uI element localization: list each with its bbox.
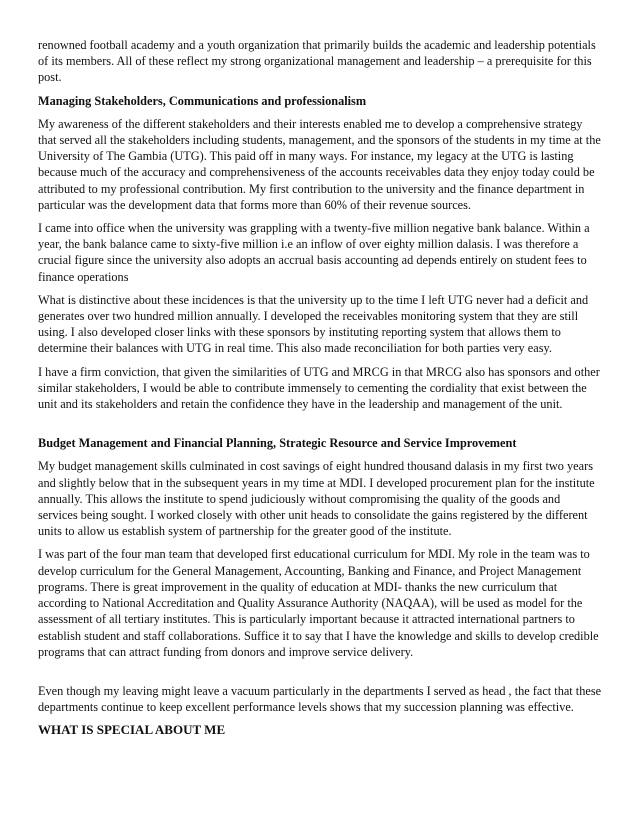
section-spacer <box>38 667 602 683</box>
paragraph-succession-planning: Even though my leaving might leave a vacuum particularly in the departments I served as head , the fact that these departments continue to keep excellent performance levels shows that my succession planning was effective. <box>38 683 602 715</box>
paragraph-intro-continuation: renowned football academy and a youth organization that primarily builds the academic and leadership potentials of its members. All of these reflect my strong organizational management and leadership – a prerequisite for this post. <box>38 38 596 85</box>
paragraph-budget-skills: My budget management skills culminated in cost savings of eight hundred thousand dalasis in my first two years and slightly below that in the subsequent years in my time at MDI. I developed procurement plan for the institute annually. This allows the institute to spend judiciously without compromising the quality of the goods and services being sought. I worked closely with other unit heads to consolidate the gains registered by the different units to allow us establish system of partnership for the greater good of the institute. <box>38 459 595 539</box>
paragraph-stakeholder-strategy: My awareness of the different stakeholders and their interests enabled me to develop a comprehensive strategy that served all the stakeholders including students, management, and the sponsors of the students in my time at the University of The Gambia (UTG). This paid off in many ways. For instance, my legacy at the UTG is lasting because much of the accuracy and comprehensiveness of the accounts receivables data they enjoy today could be attributed to my professional contribution. My first contribution to the university and the finance department in particular was the development data that forms more than 60% of their revenue sources. <box>38 116 601 212</box>
paragraph-bank-balance: I came into office when the university was grappling with a twenty-five million negative bank balance. Within a year, the bank balance came to sixty-five million i.e an inflow of over eighty million dalasis. I was therefore a crucial figure since the university also adopts an accrual basis accounting ad depends entirely on student fees to finance operations <box>38 221 590 284</box>
heading-managing-stakeholders: Managing Stakeholders, Communications and professionalism <box>38 93 367 108</box>
paragraph-distinctive-incidences: What is distinctive about these incidences is that the university up to the time I left UTG never had a deficit and generates over two hundred million annually. I developed the receivables monitoring system that they are still using. I also developed closer links with these sponsors by instituting reporting system that allows them to determine their balances with UTG in real time. This also made reconciliation for both parties very easy. <box>38 292 589 356</box>
paragraph-firm-conviction: I have a firm conviction, that given the similarities of UTG and MRCG in that MRCG also has sponsors and other similar stakeholders, I would be able to contribute immensely to cementing the cordiality that exist between the unit and its stakeholders and retain the confidence they have in the leadership and management of the unit. <box>38 364 600 412</box>
document-page <box>38 37 602 746</box>
heading-budget-management: Budget Management and Financial Planning, Strategic Resource and Service Improvement <box>38 436 517 451</box>
section-spacer <box>38 419 602 435</box>
paragraph-curriculum: I was part of the four man team that developed first educational curriculum for MDI. My role in the team was to develop curriculum for the General Management, Accounting, Banking and Finance, and Project Management programs. There is great improvement in the quality of education at MDI- thanks the new curriculum that according to National Accreditation and Quality Assurance Authority (NAQAA), will be used as model for the assessment of all tertiary institutes. This is particularly important because it attracted international partners to establish student and staff collaborations. Suffice it to say that I have the knowledge and skills to develop credible programs that can attract funding from donors and improve service delivery. <box>38 547 599 659</box>
heading-what-is-special: WHAT IS SPECIAL ABOUT ME <box>38 722 226 738</box>
